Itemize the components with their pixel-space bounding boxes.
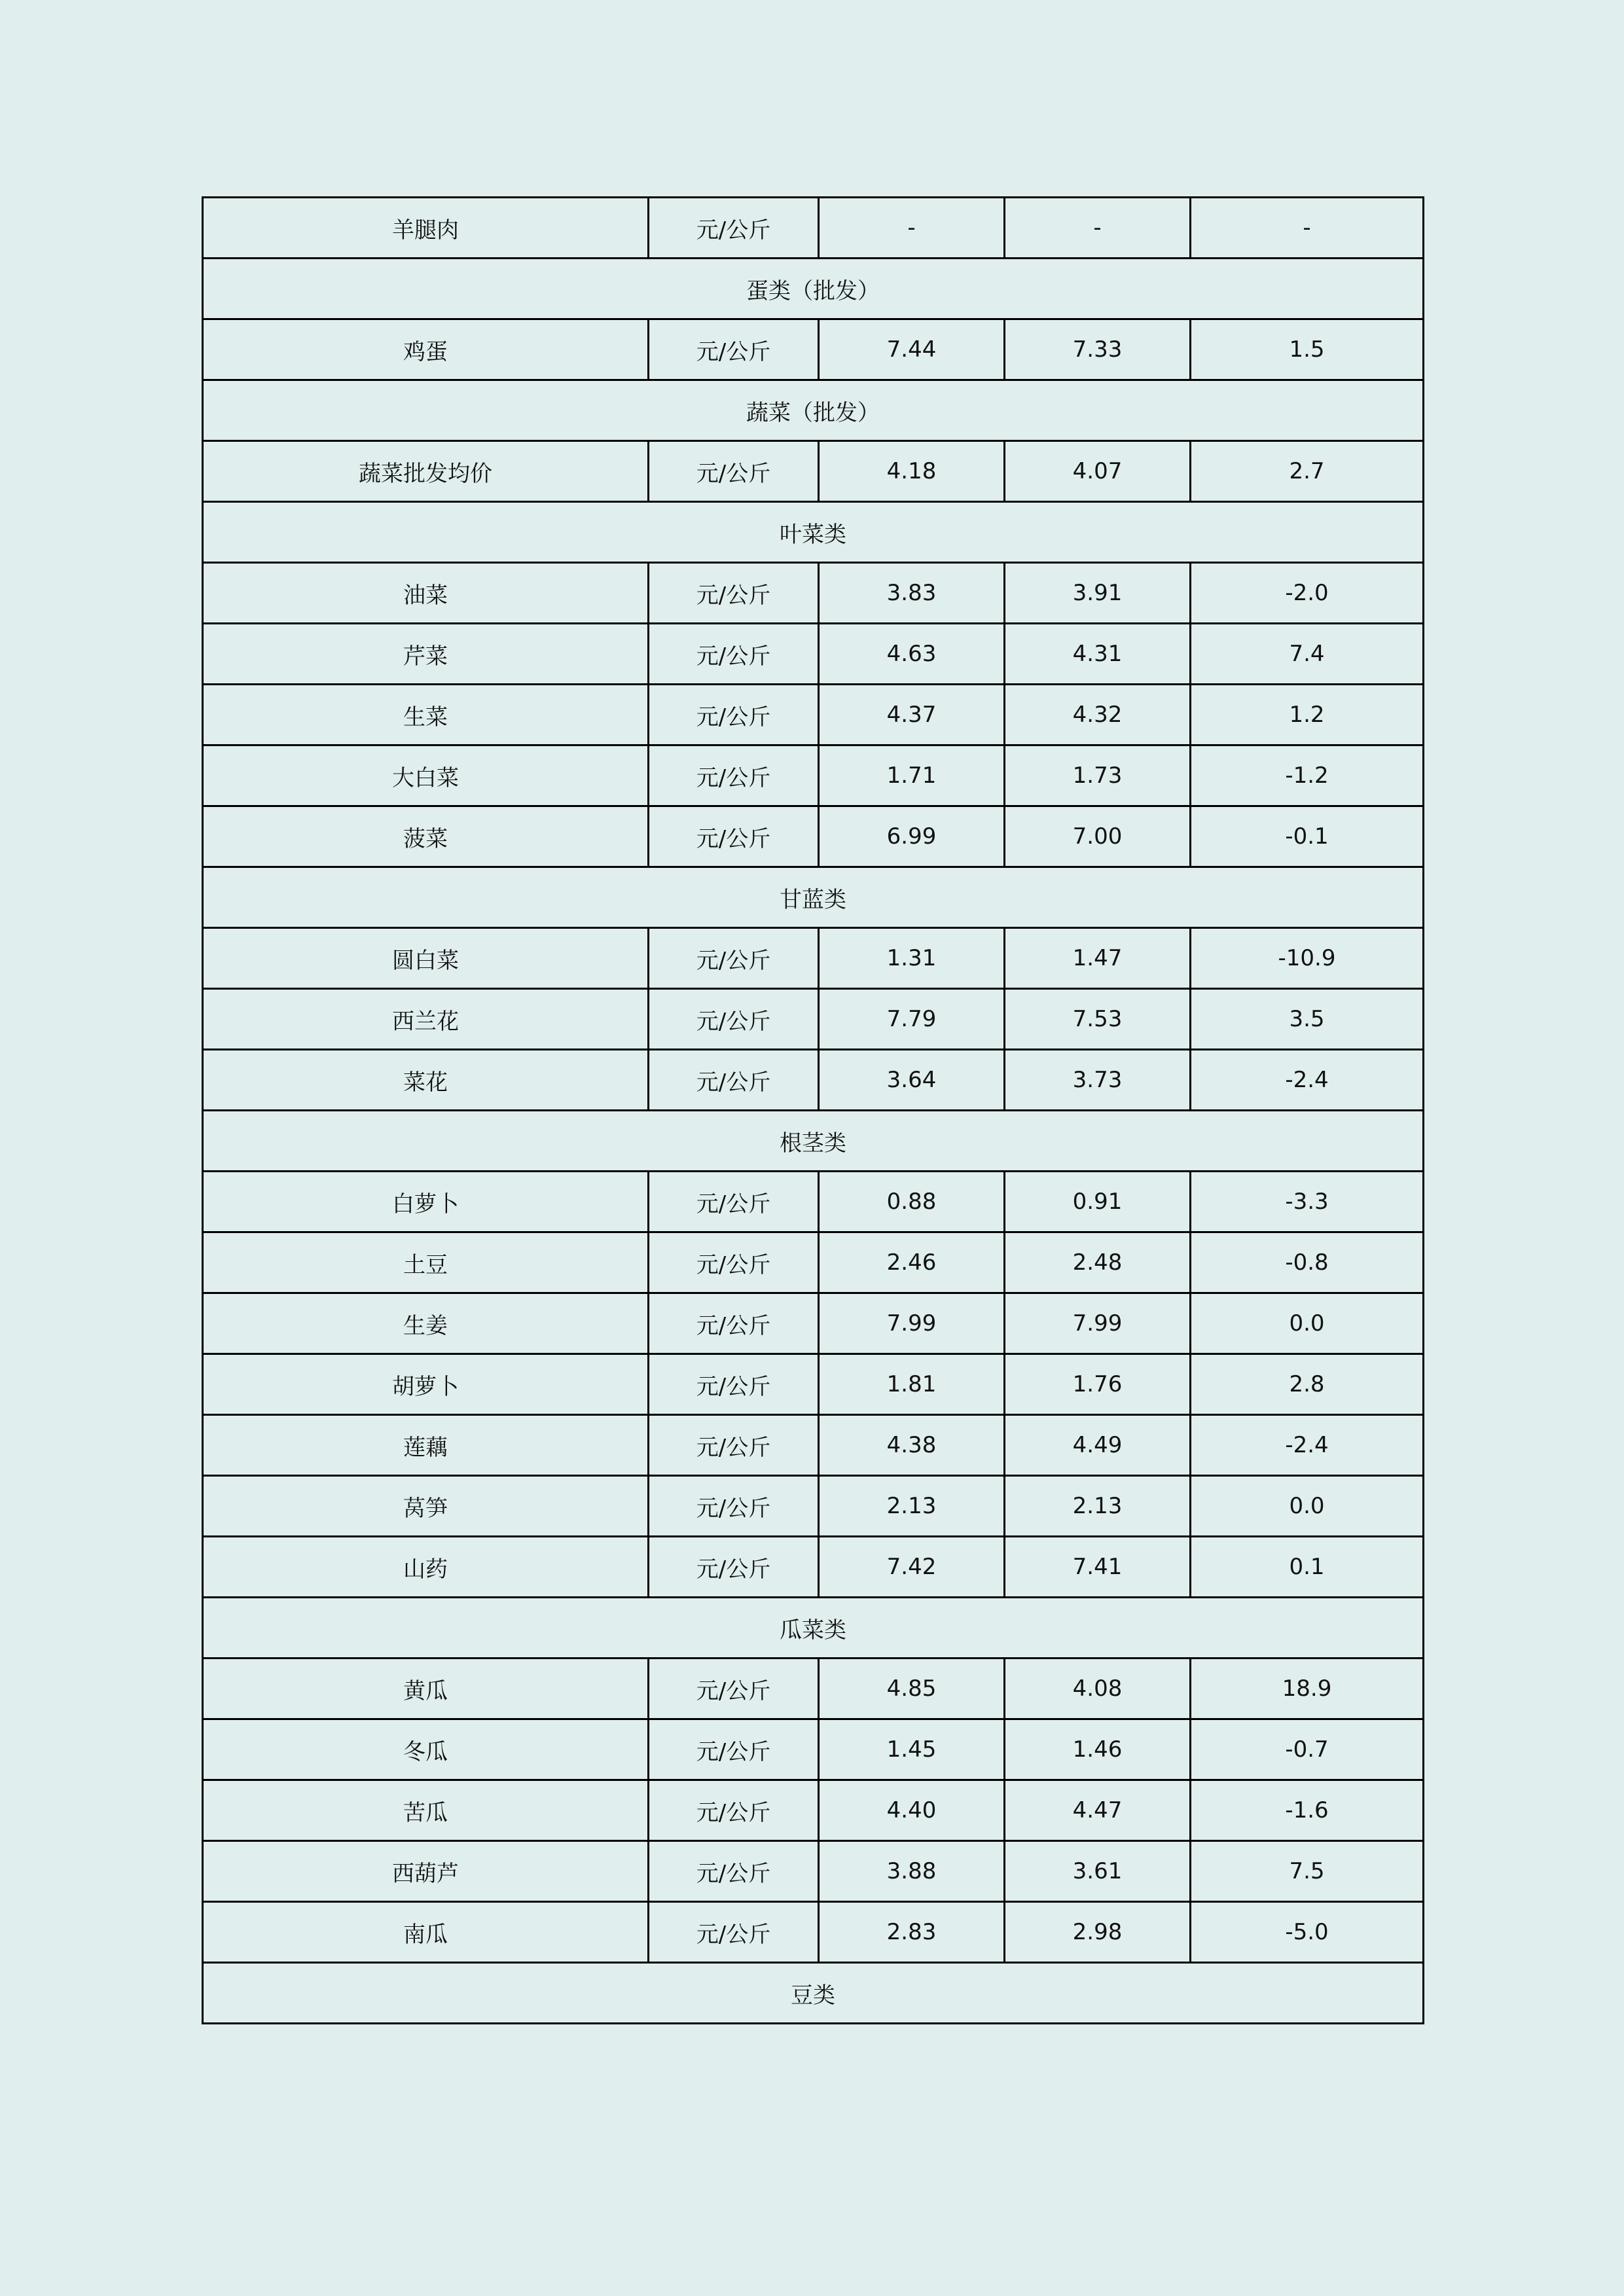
section-label: 瓜菜类 [203,1598,1424,1659]
unit-cell: 元/公斤 [649,685,819,745]
section-header-row [203,502,1424,563]
product-name-cell: 土豆 [203,1232,649,1293]
previous-price-cell: 4.31 [1005,624,1191,685]
table-row [203,563,1424,624]
product-name-cell: 圆白菜 [203,928,649,989]
product-name-cell: 冬瓜 [203,1719,649,1780]
current-price-cell: 7.79 [819,989,1005,1050]
change-percent-cell: 3.5 [1191,989,1424,1050]
table-row [203,989,1424,1050]
unit-cell: 元/公斤 [649,1354,819,1415]
section-header-row [203,380,1424,441]
price-table-body [203,198,1424,2024]
product-name-cell: 莲藕 [203,1415,649,1476]
table-row [203,1841,1424,1902]
table-row [203,441,1424,502]
current-price-cell: 1.45 [819,1719,1005,1780]
current-price-cell: 1.71 [819,745,1005,806]
previous-price-cell: 4.08 [1005,1659,1191,1719]
table-row [203,745,1424,806]
change-percent-cell: -3.3 [1191,1172,1424,1232]
table-row [203,1354,1424,1415]
change-percent-cell: -2.4 [1191,1415,1424,1476]
previous-price-cell: 3.61 [1005,1841,1191,1902]
unit-cell: 元/公斤 [649,1841,819,1902]
change-percent-cell: 1.2 [1191,685,1424,745]
previous-price-cell: 4.07 [1005,441,1191,502]
previous-price-cell: 7.99 [1005,1293,1191,1354]
product-name-cell: 蔬菜批发均价 [203,441,649,502]
product-name-cell: 西葫芦 [203,1841,649,1902]
previous-price-cell: 7.53 [1005,989,1191,1050]
change-percent-cell: 2.7 [1191,441,1424,502]
unit-cell: 元/公斤 [649,1172,819,1232]
current-price-cell: 3.83 [819,563,1005,624]
current-price-cell: - [819,198,1005,259]
unit-cell: 元/公斤 [649,1415,819,1476]
product-name-cell: 羊腿肉 [203,198,649,259]
product-name-cell: 白萝卜 [203,1172,649,1232]
section-header-row [203,1111,1424,1172]
product-name-cell: 大白菜 [203,745,649,806]
previous-price-cell: 1.73 [1005,745,1191,806]
table-row [203,1293,1424,1354]
current-price-cell: 2.46 [819,1232,1005,1293]
price-table [202,196,1424,2024]
table-row [203,1232,1424,1293]
product-name-cell: 生菜 [203,685,649,745]
current-price-cell: 4.40 [819,1780,1005,1841]
current-price-cell: 1.81 [819,1354,1005,1415]
change-percent-cell: 18.9 [1191,1659,1424,1719]
unit-cell: 元/公斤 [649,1659,819,1719]
change-percent-cell: -10.9 [1191,928,1424,989]
change-percent-cell: 7.4 [1191,624,1424,685]
unit-cell: 元/公斤 [649,563,819,624]
current-price-cell: 2.83 [819,1902,1005,1963]
unit-cell: 元/公斤 [649,806,819,867]
section-label: 蔬菜（批发） [203,380,1424,441]
product-name-cell: 苦瓜 [203,1780,649,1841]
unit-cell: 元/公斤 [649,198,819,259]
previous-price-cell: 4.49 [1005,1415,1191,1476]
section-header-row [203,867,1424,928]
table-row [203,1780,1424,1841]
product-name-cell: 芹菜 [203,624,649,685]
product-name-cell: 胡萝卜 [203,1354,649,1415]
table-row [203,319,1424,380]
unit-cell: 元/公斤 [649,1232,819,1293]
table-row [203,806,1424,867]
previous-price-cell: - [1005,198,1191,259]
product-name-cell: 莴笋 [203,1476,649,1537]
product-name-cell: 南瓜 [203,1902,649,1963]
previous-price-cell: 2.13 [1005,1476,1191,1537]
section-label: 豆类 [203,1963,1424,2024]
change-percent-cell: -1.2 [1191,745,1424,806]
table-row [203,1719,1424,1780]
table-row [203,1172,1424,1232]
current-price-cell: 4.85 [819,1659,1005,1719]
current-price-cell: 6.99 [819,806,1005,867]
table-row [203,1902,1424,1963]
table-row [203,198,1424,259]
unit-cell: 元/公斤 [649,1902,819,1963]
table-row [203,1659,1424,1719]
current-price-cell: 4.37 [819,685,1005,745]
current-price-cell: 7.44 [819,319,1005,380]
current-price-cell: 1.31 [819,928,1005,989]
previous-price-cell: 0.91 [1005,1172,1191,1232]
table-row [203,1476,1424,1537]
previous-price-cell: 7.33 [1005,319,1191,380]
section-label: 蛋类（批发） [203,259,1424,319]
unit-cell: 元/公斤 [649,1780,819,1841]
previous-price-cell: 2.48 [1005,1232,1191,1293]
current-price-cell: 2.13 [819,1476,1005,1537]
product-name-cell: 西兰花 [203,989,649,1050]
change-percent-cell: -2.0 [1191,563,1424,624]
change-percent-cell: -0.7 [1191,1719,1424,1780]
change-percent-cell: 0.0 [1191,1293,1424,1354]
table-row [203,1050,1424,1111]
current-price-cell: 7.99 [819,1293,1005,1354]
current-price-cell: 4.38 [819,1415,1005,1476]
unit-cell: 元/公斤 [649,989,819,1050]
previous-price-cell: 4.47 [1005,1780,1191,1841]
previous-price-cell: 4.32 [1005,685,1191,745]
product-name-cell: 山药 [203,1537,649,1598]
product-name-cell: 菠菜 [203,806,649,867]
product-name-cell: 生姜 [203,1293,649,1354]
table-row [203,624,1424,685]
previous-price-cell: 1.47 [1005,928,1191,989]
unit-cell: 元/公斤 [649,928,819,989]
change-percent-cell: -1.6 [1191,1780,1424,1841]
change-percent-cell: 0.1 [1191,1537,1424,1598]
previous-price-cell: 7.00 [1005,806,1191,867]
change-percent-cell: 0.0 [1191,1476,1424,1537]
current-price-cell: 3.64 [819,1050,1005,1111]
unit-cell: 元/公斤 [649,624,819,685]
table-row [203,1415,1424,1476]
current-price-cell: 0.88 [819,1172,1005,1232]
section-header-row [203,259,1424,319]
change-percent-cell: -2.4 [1191,1050,1424,1111]
unit-cell: 元/公斤 [649,745,819,806]
change-percent-cell: -0.1 [1191,806,1424,867]
change-percent-cell: 2.8 [1191,1354,1424,1415]
table-row [203,1537,1424,1598]
section-label: 叶菜类 [203,502,1424,563]
current-price-cell: 4.18 [819,441,1005,502]
current-price-cell: 7.42 [819,1537,1005,1598]
section-header-row [203,1963,1424,2024]
change-percent-cell: -5.0 [1191,1902,1424,1963]
product-name-cell: 黄瓜 [203,1659,649,1719]
current-price-cell: 3.88 [819,1841,1005,1902]
table-row [203,685,1424,745]
unit-cell: 元/公斤 [649,1050,819,1111]
previous-price-cell: 1.46 [1005,1719,1191,1780]
change-percent-cell: - [1191,198,1424,259]
current-price-cell: 4.63 [819,624,1005,685]
previous-price-cell: 7.41 [1005,1537,1191,1598]
unit-cell: 元/公斤 [649,441,819,502]
product-name-cell: 菜花 [203,1050,649,1111]
previous-price-cell: 1.76 [1005,1354,1191,1415]
table-row [203,928,1424,989]
change-percent-cell: 1.5 [1191,319,1424,380]
unit-cell: 元/公斤 [649,1476,819,1537]
product-name-cell: 鸡蛋 [203,319,649,380]
previous-price-cell: 2.98 [1005,1902,1191,1963]
change-percent-cell: 7.5 [1191,1841,1424,1902]
unit-cell: 元/公斤 [649,1293,819,1354]
change-percent-cell: -0.8 [1191,1232,1424,1293]
previous-price-cell: 3.91 [1005,563,1191,624]
product-name-cell: 油菜 [203,563,649,624]
section-label: 根茎类 [203,1111,1424,1172]
previous-price-cell: 3.73 [1005,1050,1191,1111]
section-label: 甘蓝类 [203,867,1424,928]
unit-cell: 元/公斤 [649,1719,819,1780]
unit-cell: 元/公斤 [649,319,819,380]
section-header-row [203,1598,1424,1659]
unit-cell: 元/公斤 [649,1537,819,1598]
